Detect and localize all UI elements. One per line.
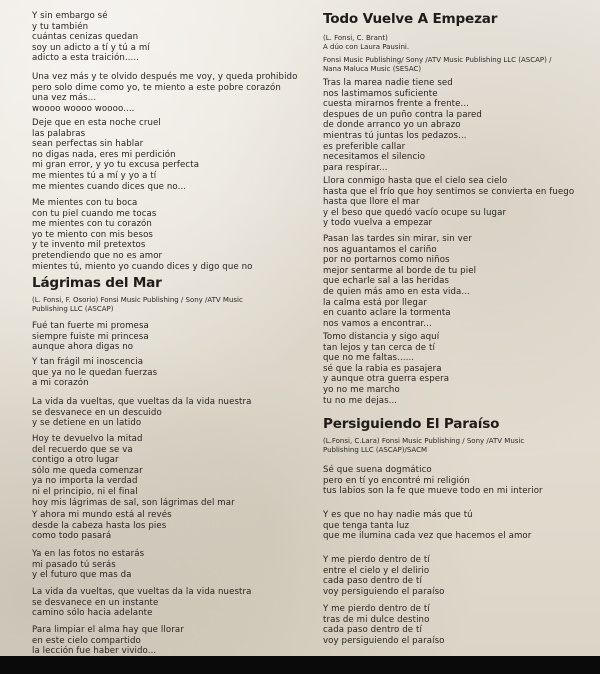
lyrics-stanza: Sé que suena dogmático pero en tí yo encontré mi religión tus labios son la fe que mueve todo en mi interior: [323, 465, 543, 497]
lyrics-stanza: Y me pierdo dentro de tí entre el cielo y el delirio cada paso dentro de tí voy persiguiendo el paraíso: [323, 555, 445, 597]
song-title: Persiguiendo El Paraíso: [323, 416, 500, 432]
lyrics-stanza: Ya en las fotos no estarás mi pasado tú serás y el futuro que mas da: [32, 549, 145, 581]
lyrics-stanza: La vida da vueltas, que vueltas da la vida nuestra se desvanece en un descuido y se detiene en un latido: [32, 397, 252, 429]
lyrics-stanza: Y sin embargo sé y tu también cuántas cenizas quedan soy un adicto a tí y tú a mí adicto a esta traición.....: [32, 11, 150, 64]
song-title: Lágrimas del Mar: [32, 275, 162, 291]
song-credits: (L. Fonsi, F. Osorio) Fonsi Music Publishing / Sony /ATV Music Publishing LLC (ASCAP): [32, 296, 243, 313]
lyrics-stanza: Tras la marea nadie tiene sed nos lastimamos suficiente cuesta mirarnos frente a frente... despues de un puño contra la pared de donde arranco yo un abrazo mientras tú juntas los pedazos... es preferible callar necesitamos el silencio para respirar...: [323, 78, 482, 173]
lyrics-stanza: Y ahora mi mundo está al revés desde la cabeza hasta los pies como todo pasará: [32, 510, 172, 542]
lyrics-stanza: Me mientes con tu boca con tu piel cuando me tocas me mientes con tu corazón yo te miento con mis besos y te invento mil pretextos pretendiendo que no es amor mientes tú, miento yo cuando dices y digo que no: [32, 198, 253, 272]
bottom-border: [0, 656, 600, 674]
lyrics-stanza: Para limpiar el alma hay que llorar en este cielo compartido la lección fue haber vivido...: [32, 625, 184, 656]
lyrics-stanza: Y tan frágil mi inoscencia que ya no le quedan fuerzas a mi corazón: [32, 357, 158, 389]
lyrics-stanza: Llora conmigo hasta que el cielo sea cielo hasta que el frío que hoy sentimos se convierta en fuego hasta que llore el mar y el beso que quedó vacío ocupe su lugar y todo vuelva a empezar: [323, 176, 575, 229]
lyrics-stanza: Una vez más y te olvido después me voy, y queda prohibido pero solo dime como yo, te miento a este pobre corazón una vez más... woooo woooo woooo....: [32, 72, 298, 114]
lyrics-stanza: La vida da vueltas, que vueltas da la vida nuestra se desvanece en un instante camino sólo hacia adelante: [32, 587, 252, 619]
song-credits: (L.Fonsi, C.Lara) Fonsi Music Publishing / Sony /ATV Music Publishing LLC (ASCAP)/SACM: [323, 437, 525, 454]
lyrics-stanza: Y me pierdo dentro de tí tras de mi dulce destino cada paso dentro de tí voy persiguiendo el paraíso: [323, 604, 445, 646]
lyrics-stanza: Hoy te devuelvo la mitad del recuerdo que se va contigo a otro lugar sólo me queda comenzar ya no importa la verdad ni el principio, ni el final hoy mis lágrimas de sal, son lágrimas del mar: [32, 434, 235, 508]
song-publishing: Fonsi Music Publishing/ Sony /ATV Music Publishing LLC (ASCAP) / Nana Maluca Music (SESAC): [323, 56, 552, 73]
song-credits: (L. Fonsi, C. Brant) A dúo con Laura Pausini.: [323, 34, 410, 51]
song-title: Todo Vuelve A Empezar: [323, 11, 498, 27]
lyrics-stanza: Deje que en esta noche cruel las palabras sean perfectas sin hablar no digas nada, eres mi perdición mi gran error, y yo tu excusa perfecta me mientes tú a mí y yo a tí me mientes cuando dices que no...: [32, 118, 200, 192]
lyrics-stanza: Pasan las tardes sin mirar, sin ver nos aguantamos el cariño por no portarnos como niños mejor sentarme al borde de tu piel que echarle sal a las heridas de quien más amo en esta vida... la calma está por llegar en cuanto aclare la tormenta nos vamos a encontrar...: [323, 234, 477, 329]
lyrics-stanza: Fué tan fuerte mi promesa siempre fuiste mi princesa aunque ahora digas no: [32, 321, 149, 353]
lyrics-stanza: Y es que no hay nadie más que tú que tenga tanta luz que me ilumina cada vez que hacemos el amor: [323, 510, 532, 542]
lyrics-stanza: Tomo distancia y sigo aquí tan lejos y tan cerca de tí que no me faltas...... sé que la rabia es pasajera y aunque otra guerra espera yo no me marcho tu no me dejas...: [323, 332, 450, 406]
